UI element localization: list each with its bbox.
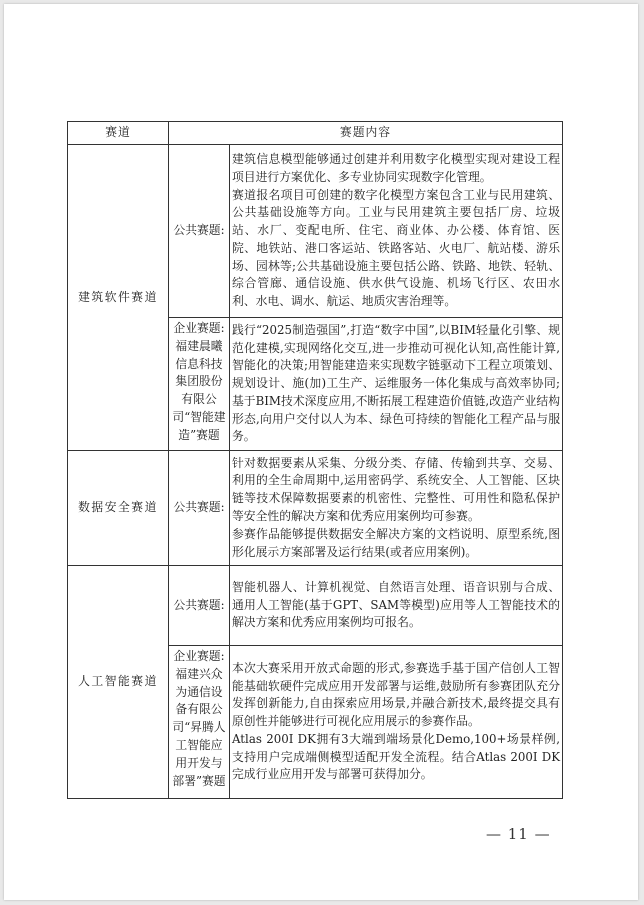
subject-type-cell: 公共赛题: bbox=[169, 566, 230, 646]
table-row bbox=[68, 566, 563, 646]
content-paragraph: 参赛作品能够提供数据安全解决方案的文档说明、原型系统,图形化展示方案部署及运行结果(或者应用案例)。 bbox=[232, 526, 561, 559]
content-cell bbox=[230, 318, 563, 451]
content-paragraph: 本次大赛采用开放式命题的形式,参赛选手基于国产信创人工智能基础软硬件完成应用开发部署与运维,鼓励所有参赛团队充分发挥创新能力,自由探索应用场景,并融合新技术,最终提交具有原创性并能够进行可视化应用展示的参赛作品。 bbox=[232, 660, 561, 729]
track-cell: 建筑软件赛道 bbox=[68, 145, 169, 451]
content-cell bbox=[230, 646, 563, 799]
content-cell bbox=[230, 451, 563, 566]
content-paragraph: Atlas 200I DK拥有3大端到端场景化Demo,100+场景样例,支持用户完成端侧模型适配开发全流程。结合Atlas 200I DK完成行业应用开发与部署可获得加分。 bbox=[232, 731, 561, 782]
content-paragraph: 赛道报名项目可创建的数字化模型方案包含工业与民用建筑、公共基础设施等方向。工业与民用建筑主要包括厂房、垃圾站、水厂、变配电所、住宅、商业体、办公楼、体育馆、医院、地铁站、港口客运站、铁路客站、火电厂、航站楼、游乐场、园林等;公共基础设施主要包括公路、铁路、地铁、轻轨、综合管廊、通信设施、供水供气设施、机场飞行区、农田水利、水电、调水、航运、地质灾害治理等。 bbox=[232, 187, 561, 309]
content-paragraph: 践行“2025制造强国”,打造“数字中国”,以BIM轻量化引擎、规范化建模,实现网络化交互,进一步推动可视化认知,高性能计算,智能化的决策;用智能建造来实现数字链驱动下工程立项策划、规划设计、施(加)工生产、运维服务一体化集成与高效率协同;基于BIM技术深度应用,不断拓展工程建造价值链,改造产业结构形态,向用户交付以人为本、绿色可持续的智能化工程产品与服务。 bbox=[232, 322, 561, 444]
subject-type-cell: 企业赛题:福建兴众为通信设备有限公司“昇腾人工智能应用开发与部署”赛题 bbox=[169, 646, 230, 799]
subject-type-cell: 公共赛题: bbox=[169, 451, 230, 566]
document-page bbox=[4, 4, 638, 900]
track-cell: 人工智能赛道 bbox=[68, 566, 169, 799]
header-content: 赛题内容 bbox=[169, 122, 563, 145]
subject-type-cell: 公共赛题: bbox=[169, 145, 230, 318]
table-row bbox=[68, 145, 563, 318]
page-number: — 11 — bbox=[486, 825, 551, 843]
content-cell bbox=[230, 145, 563, 318]
header-track: 赛道 bbox=[68, 122, 169, 145]
content-paragraph: 智能机器人、计算机视觉、自然语言处理、语音识别与合成、通用人工智能(基于GPT、SAM等模型)应用等人工智能技术的解决方案和优秀应用案例均可报名。 bbox=[232, 579, 561, 630]
content-cell bbox=[230, 566, 563, 646]
table-row bbox=[68, 451, 563, 566]
subject-type-cell: 企业赛题:福建晨曦信息科技集团股份有限公司“智能建造”赛题 bbox=[169, 318, 230, 451]
table-header-row bbox=[68, 122, 563, 145]
content-paragraph: 建筑信息模型能够通过创建并利用数字化模型实现对建设工程项目进行方案优化、多专业协同实现数字化管理。 bbox=[232, 151, 561, 184]
content-paragraph: 针对数据要素从采集、分级分类、存储、传输到共享、交易、利用的全生命周期中,运用密码学、系统安全、人工智能、区块链等技术保障数据要素的机密性、完整性、可用性和隐私保护等安全性的解决方案和优秀应用案例均可参赛。 bbox=[232, 455, 561, 523]
track-cell: 数据安全赛道 bbox=[68, 451, 169, 566]
competition-table bbox=[67, 121, 563, 799]
